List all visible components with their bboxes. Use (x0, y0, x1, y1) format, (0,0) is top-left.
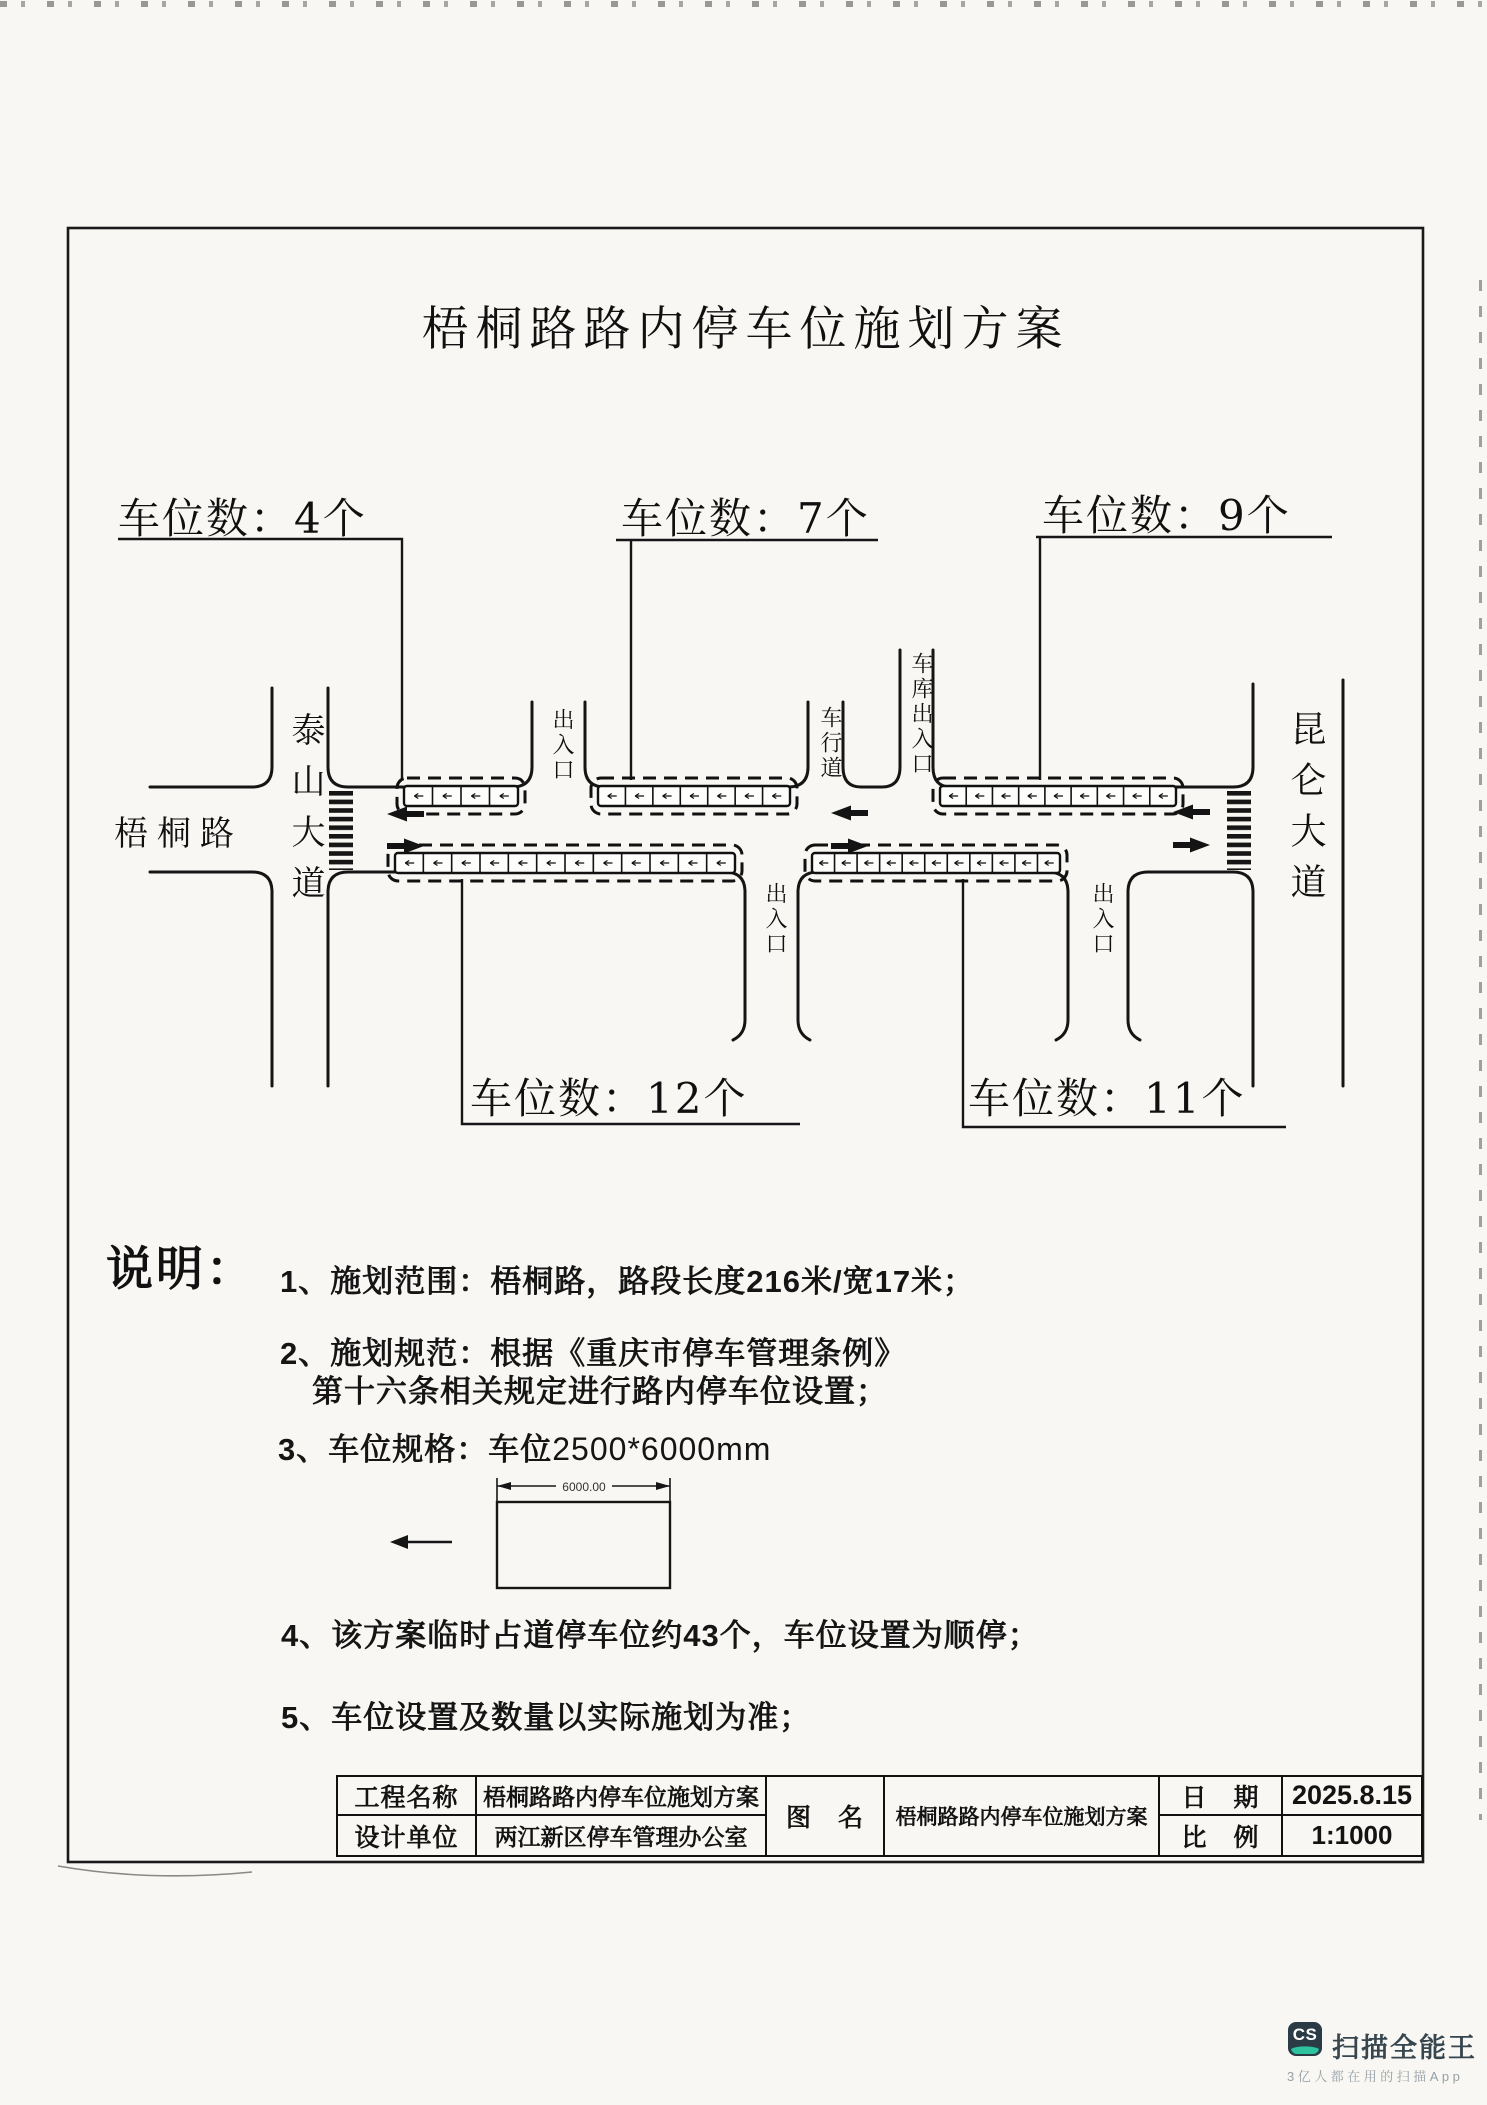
title-block-table (336, 1775, 1423, 1857)
note-item-3 (278, 1424, 771, 1469)
count-label-south-2: 车位数：11个 (968, 1074, 1246, 1123)
parking-bay (933, 778, 1183, 814)
watermark-tagline: 3亿人都在用的扫描App (1287, 2069, 1464, 2084)
eastbound-arrow (1173, 838, 1210, 853)
stall-spec-drawing (390, 1478, 670, 1588)
road-name-kunlun-avenue: 昆仑大道 (1285, 710, 1326, 914)
westbound-arrow (1173, 805, 1210, 820)
entrance-label-south-east: 出入口 (1089, 882, 1114, 957)
note-item-5: 5、车位设置及数量以实际施划为准； (281, 1700, 812, 1735)
eastbound-arrow (387, 839, 424, 854)
scan-edge-artifact-top (0, 1, 1487, 7)
vehicle-lane-label: 车行道 (817, 706, 842, 781)
parking-bay (397, 778, 525, 814)
count-label-north-2: 车位数：7个 (621, 494, 870, 543)
parking-bay (591, 778, 797, 814)
road-name-wutong-road: 梧桐路 (114, 814, 243, 854)
note-item-3-value: 2500*6000mm (552, 1431, 772, 1467)
count-label-north-1: 车位数：4个 (118, 494, 367, 543)
scale-value: 1:1000 (1311, 1820, 1393, 1850)
eastbound-arrow (831, 839, 868, 854)
notes-heading: 说明： (106, 1242, 256, 1297)
drawing-name-label: 图 名 (767, 1777, 885, 1855)
note-item-3-label: 3、车位规格：车位 (278, 1432, 553, 1467)
design-unit-value: 两江新区停车管理办公室 (477, 1816, 767, 1855)
dimension-label: 6000.00 (562, 1480, 606, 1494)
date-label: 日 期 (1160, 1777, 1283, 1816)
dimension-line (497, 1478, 670, 1502)
project-name-value: 梧桐路路内停车位施划方案 (477, 1777, 767, 1816)
count-label-north-3: 车位数：9个 (1042, 491, 1291, 540)
scan-edge-artifact-right (1479, 280, 1482, 1820)
parking-bay (805, 845, 1067, 881)
crosswalk-west (329, 791, 353, 870)
note-item-1: 1、施划范围：梧桐路，路段长度216米/宽17米； (280, 1264, 976, 1299)
note-item-2-cont: 第十六条相关规定进行路内停车位设置； (312, 1374, 888, 1409)
camscanner-logo-text: CS (1292, 2025, 1318, 2044)
entrance-label-north: 出入口 (549, 708, 574, 783)
count-label-south-1: 车位数：12个 (470, 1074, 748, 1123)
date-value: 2025.8.15 (1283, 1777, 1421, 1816)
drawing-title: 梧桐路路内停车位施划方案 (421, 302, 1070, 357)
scale-label: 比 例 (1160, 1816, 1283, 1855)
crosswalk-east (1227, 791, 1251, 870)
westbound-arrow (831, 806, 868, 821)
watermark-brand: 扫描全能王 (1332, 2033, 1477, 2063)
westbound-arrow (387, 807, 424, 822)
entrance-label-south-west: 出入口 (762, 882, 787, 957)
camscanner-logo-icon (1288, 2022, 1322, 2056)
stall-direction-arrow (390, 1535, 452, 1549)
garage-entrance-label: 车库出入口 (908, 652, 933, 777)
drawing-name-value: 梧桐路路内停车位施划方案 (885, 1777, 1160, 1855)
road-name-taishan-avenue: 泰山大道 (285, 712, 325, 916)
lane-arrows (387, 805, 1210, 854)
note-item-4: 4、该方案临时占道停车位约43个，车位设置为顺停； (281, 1618, 1040, 1653)
project-name-label: 工程名称 (338, 1777, 477, 1816)
note-item-2: 2、施划规范：根据《重庆市停车管理条例》 (280, 1336, 907, 1371)
parking-bay (388, 845, 742, 881)
design-unit-label: 设计单位 (338, 1816, 477, 1855)
